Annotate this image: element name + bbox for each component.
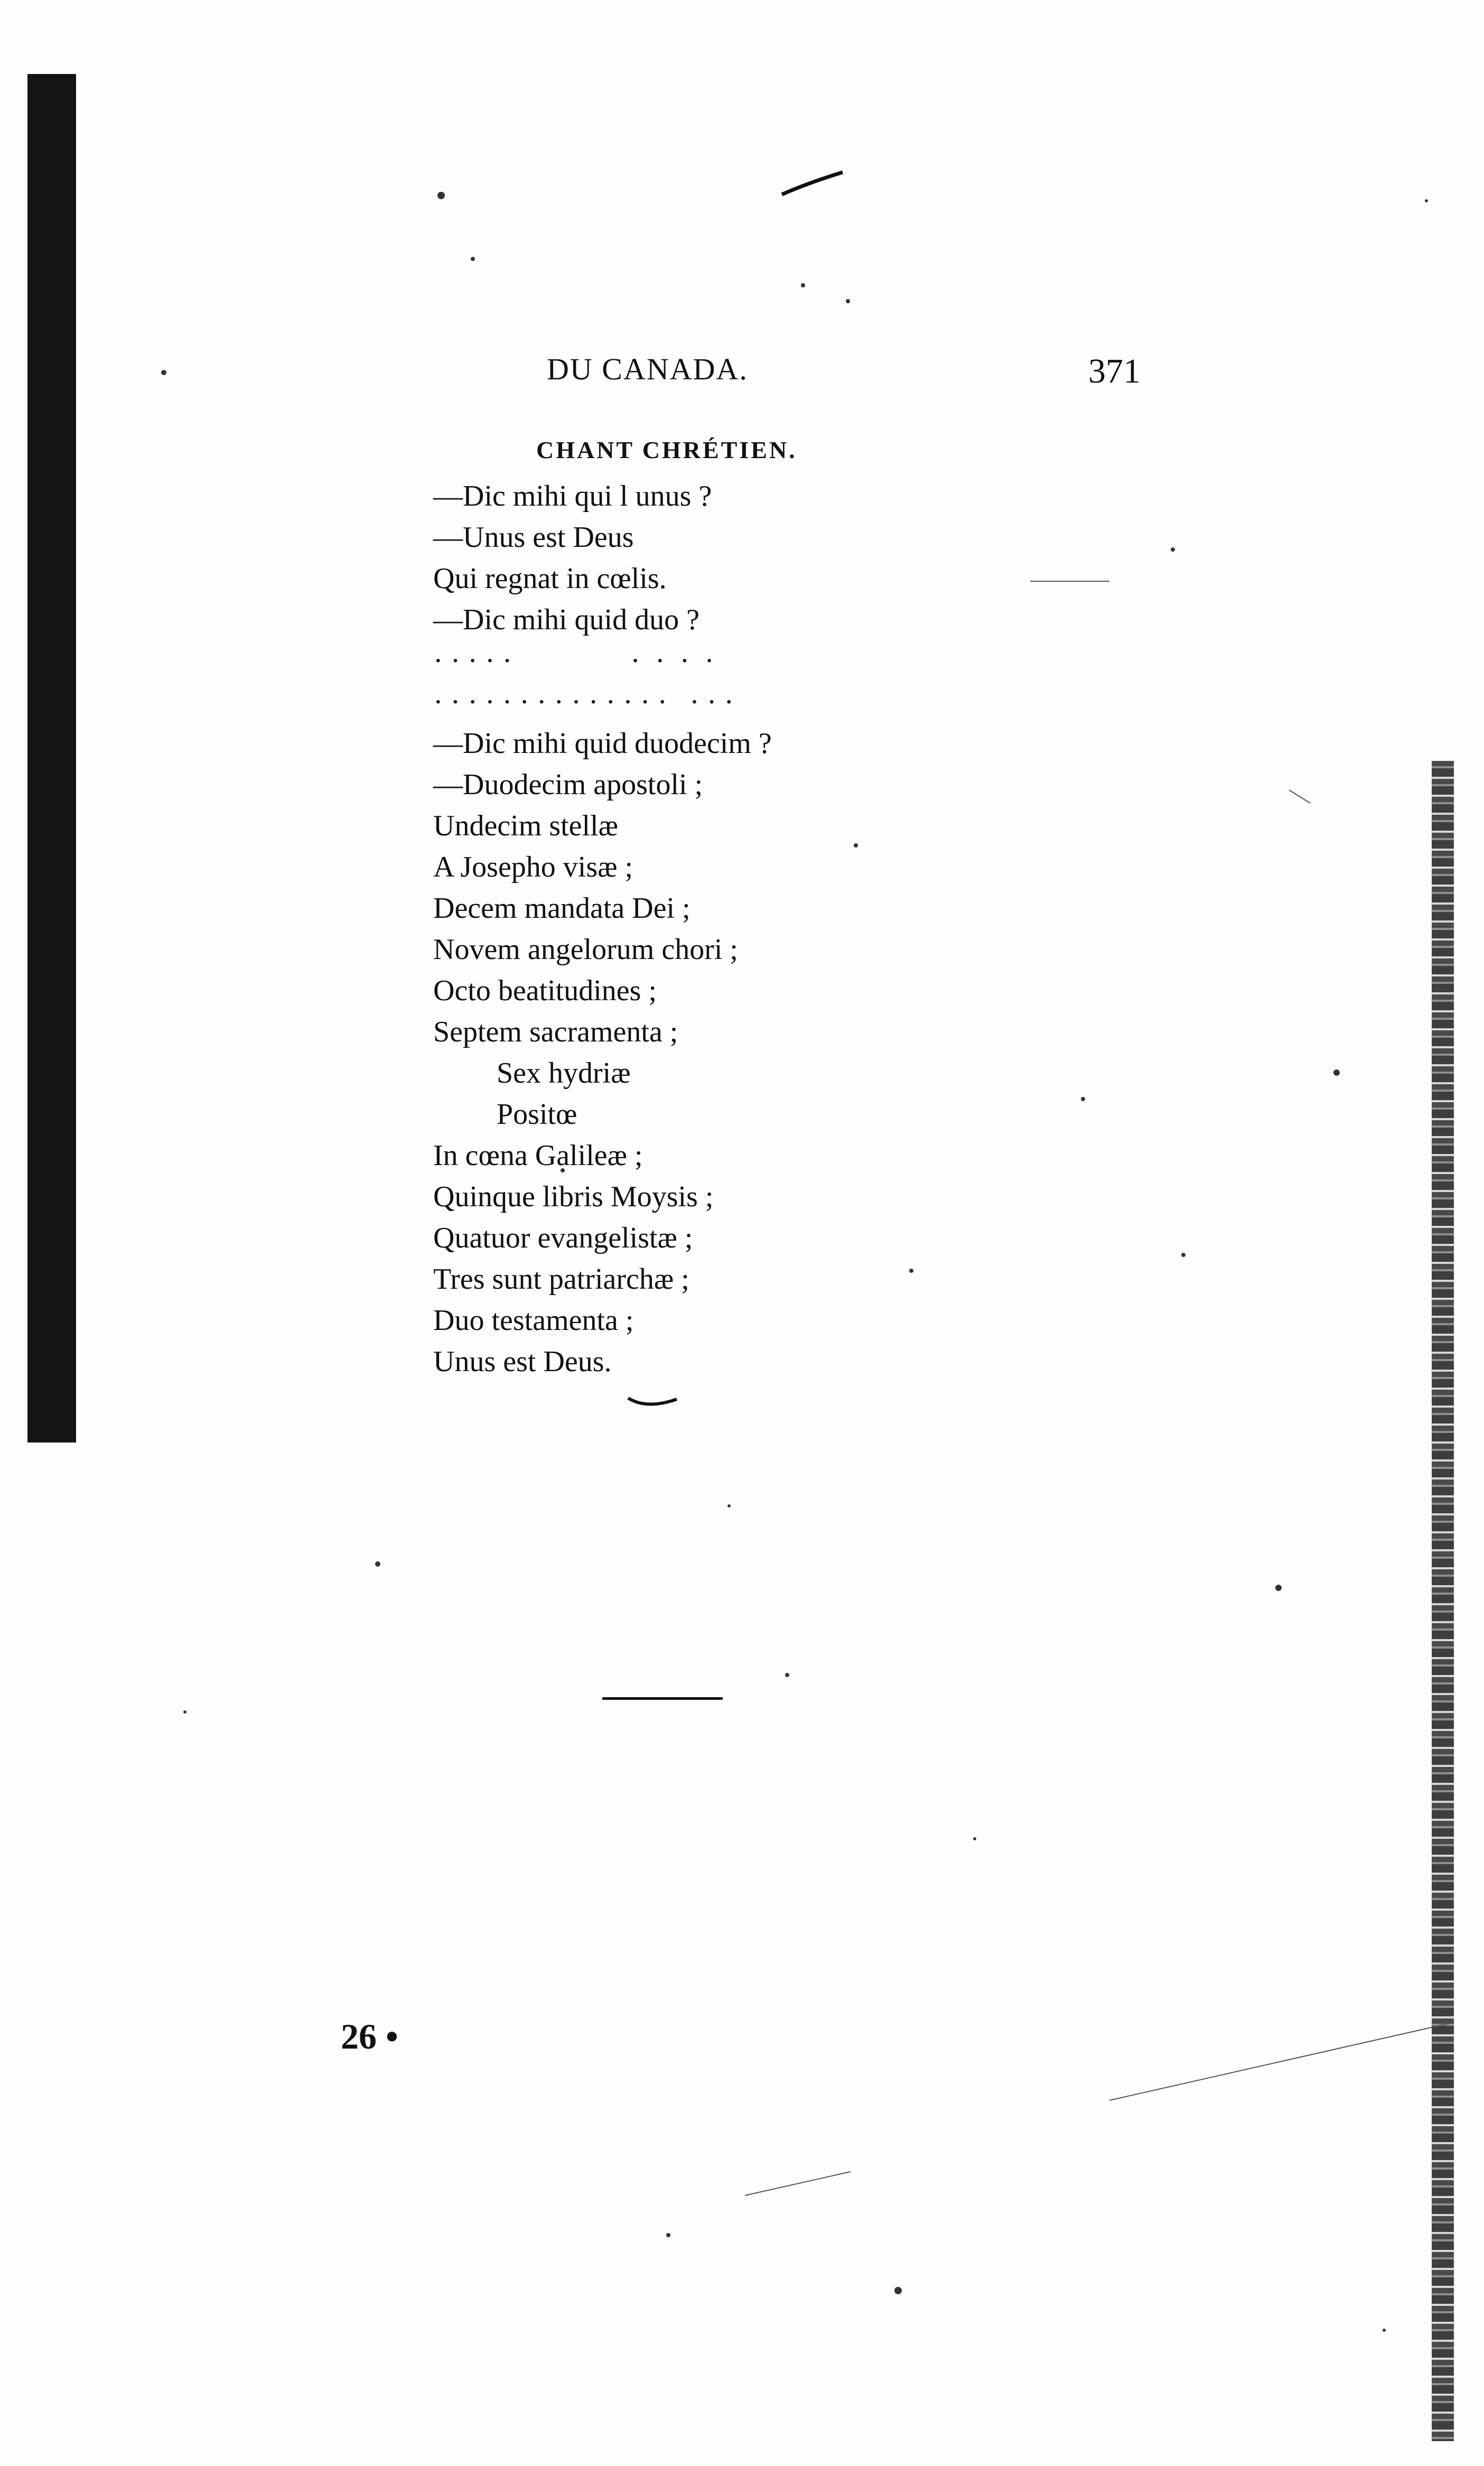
poem-line: —Dic mihi quid duo ? bbox=[433, 603, 699, 636]
poem-title: CHANT CHRÉTIEN. bbox=[536, 436, 797, 463]
poem-line: In cœna Galileæ ; bbox=[433, 1139, 643, 1172]
poem-line: —Dic mihi qui l unus ? bbox=[433, 480, 712, 513]
page-number: 371 bbox=[1088, 352, 1141, 390]
poem-line: Qui regnat in cœlis. bbox=[433, 562, 667, 595]
poem-line: Unus est Deus. bbox=[433, 1345, 612, 1378]
poem-line: Octo beatitudines ; bbox=[433, 974, 657, 1007]
signature-mark: 26 • bbox=[341, 2016, 398, 2056]
poem-line: A Josepho visæ ; bbox=[433, 851, 633, 883]
poem-line: Tres sunt patriarchæ ; bbox=[433, 1263, 689, 1296]
poem-line-indented: Sex hydriæ bbox=[497, 1057, 631, 1090]
section-rule bbox=[602, 1697, 723, 1700]
poem-line: Quinque libris Moysis ; bbox=[433, 1180, 714, 1213]
poem-line: —Duodecim apostoli ; bbox=[433, 768, 703, 801]
poem-line: —Unus est Deus bbox=[433, 521, 634, 554]
closing-swash bbox=[626, 1395, 679, 1411]
running-head: DU CANADA. bbox=[547, 352, 748, 386]
ellipsis-line: · · · · · · · · · · · · · · · · · bbox=[433, 686, 734, 719]
ellipsis-line: · · · · · · · · · bbox=[433, 645, 714, 677]
poem-body bbox=[433, 476, 772, 1382]
ink-stroke-mark bbox=[777, 168, 845, 200]
poem-line: Duo testamenta ; bbox=[433, 1304, 634, 1337]
poem-line: Quatuor evangelistæ ; bbox=[433, 1222, 693, 1254]
poem-line: Septem sacramenta ; bbox=[433, 1016, 678, 1048]
poem-line: —Dic mihi quid duodecim ? bbox=[433, 727, 772, 760]
poem-line: Novem angelorum chori ; bbox=[433, 933, 738, 966]
poem-line: Decem mandata Dei ; bbox=[433, 892, 690, 925]
poem-line-indented: Positœ bbox=[497, 1098, 577, 1131]
poem-line: Undecim stellæ bbox=[433, 809, 618, 842]
